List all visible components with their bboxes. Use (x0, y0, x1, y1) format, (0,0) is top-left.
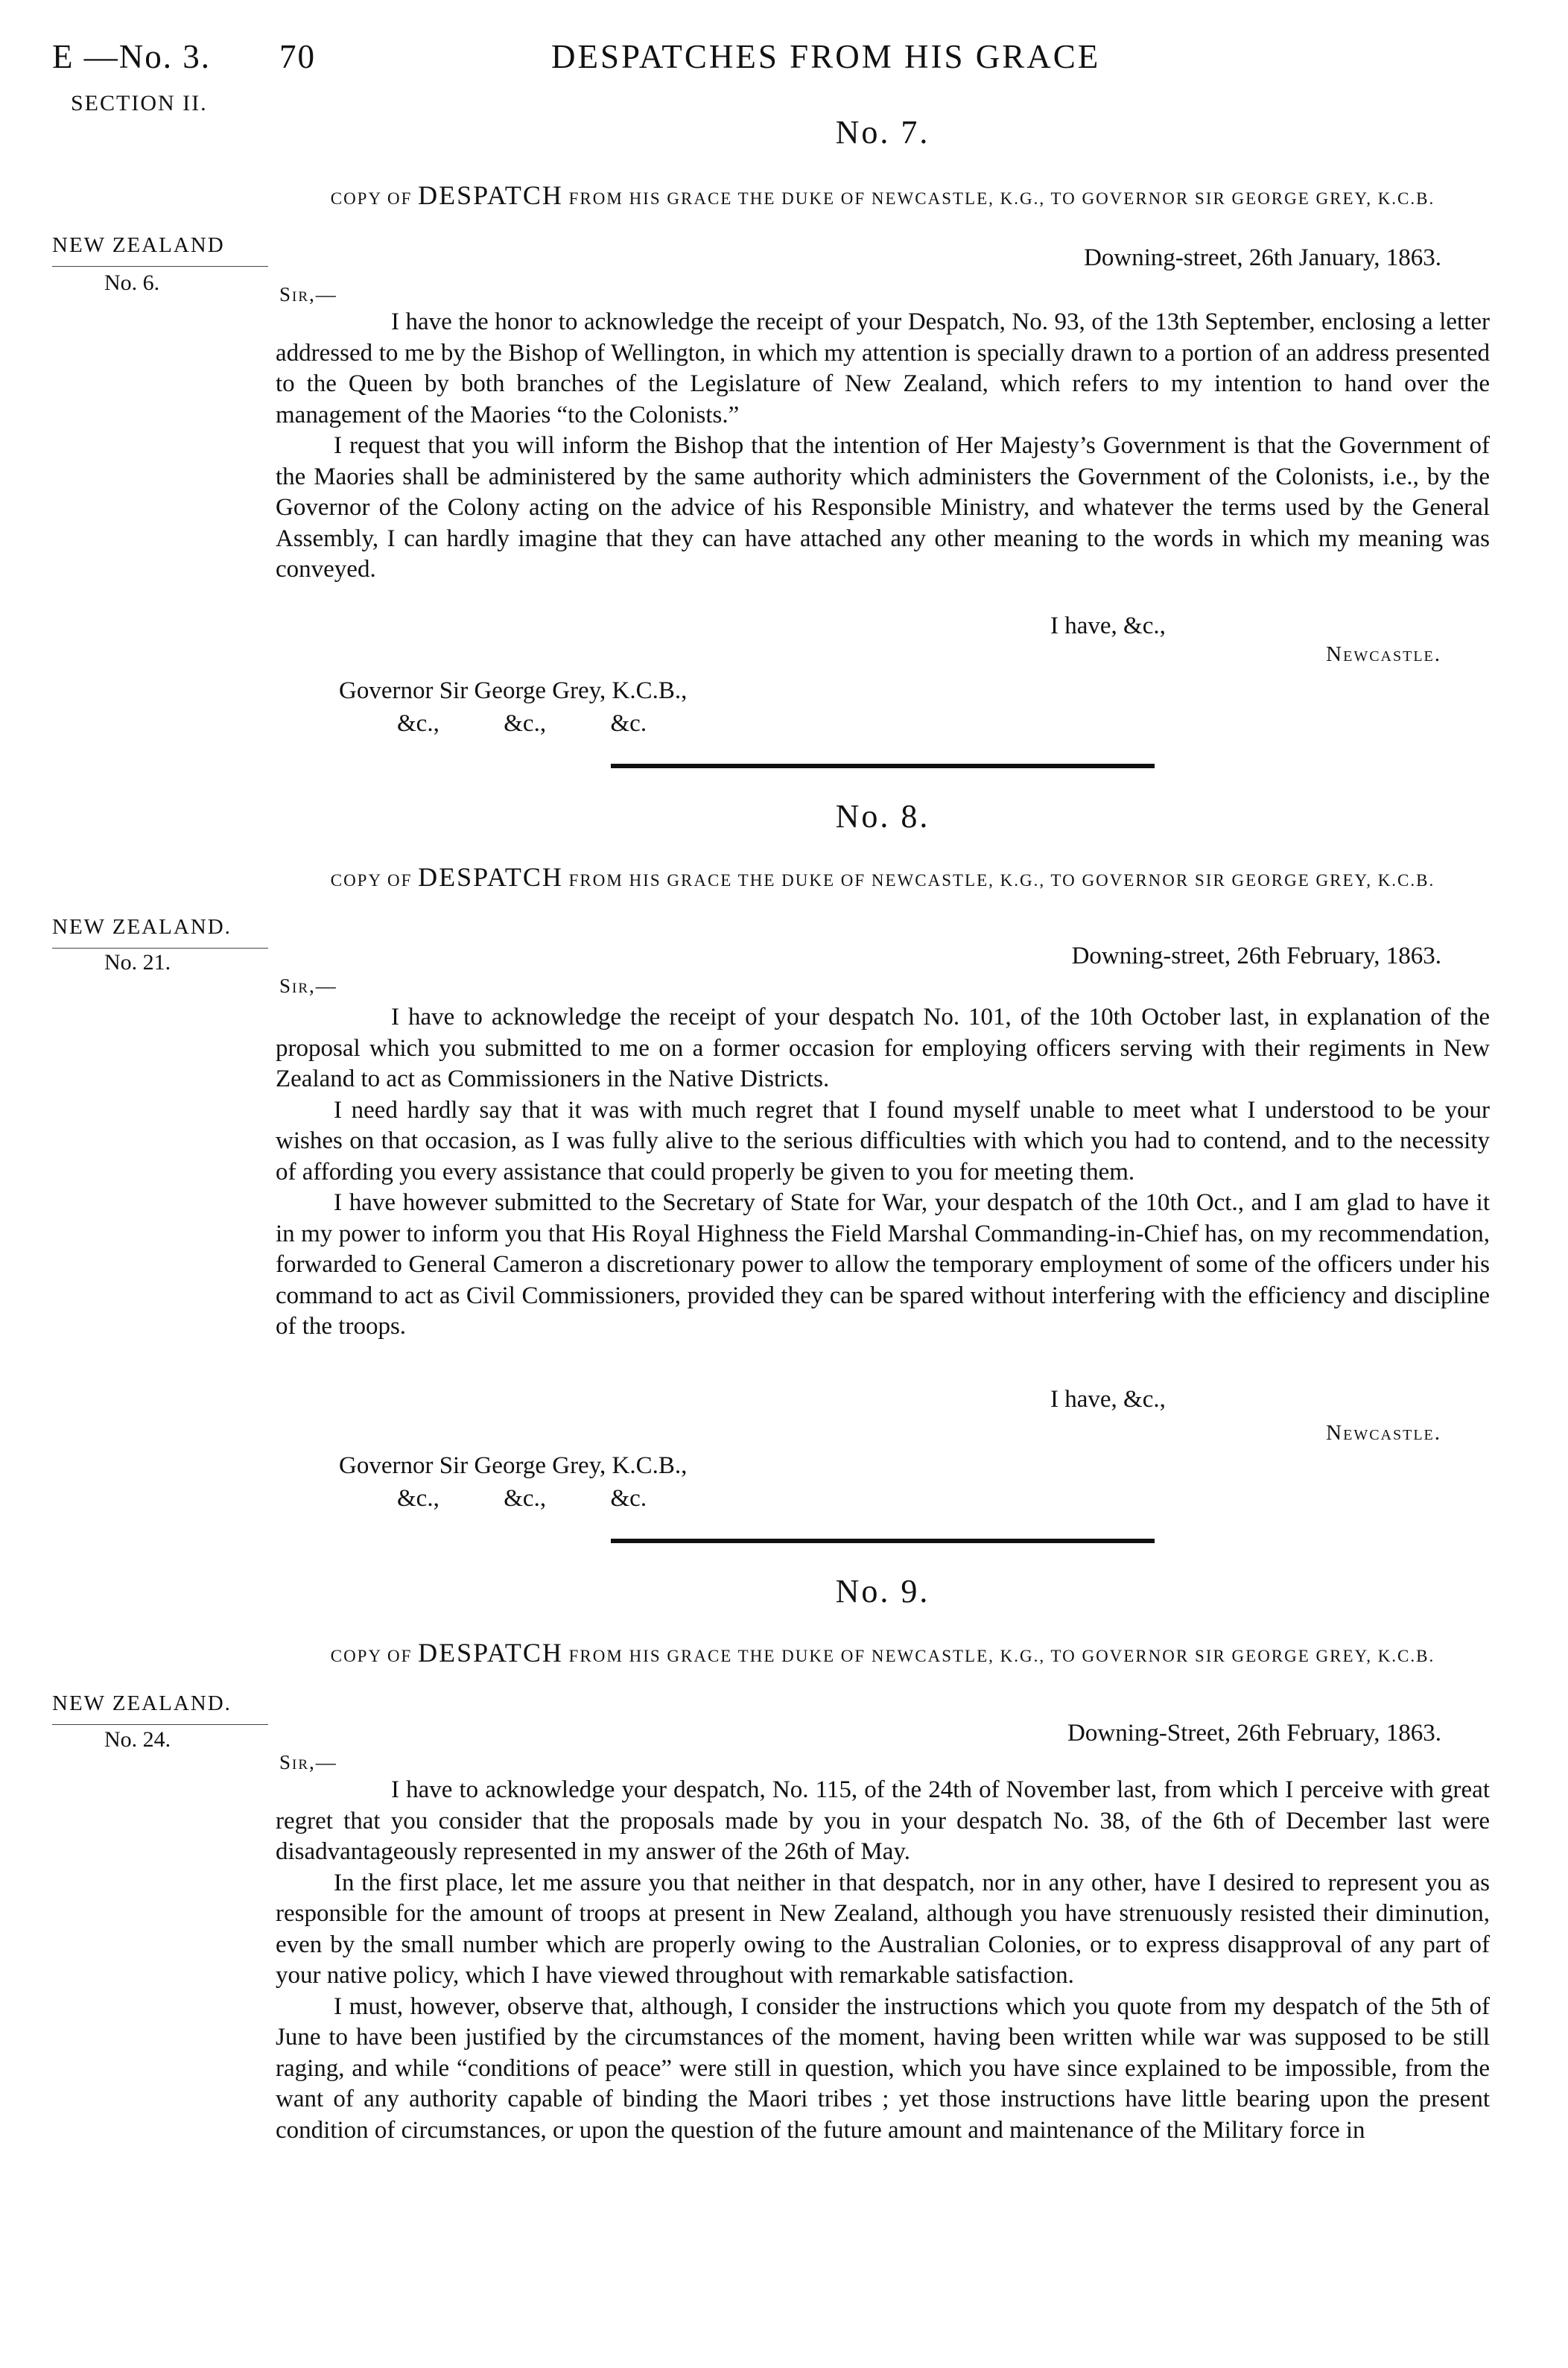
margin-number: No. 24. (104, 1727, 171, 1752)
etc-line (339, 707, 711, 740)
running-title: DESPATCHES FROM HIS GRACE (551, 38, 1101, 75)
paragraph: In the first place, let me assure you that neither in that despatch, nor in any other, have I desired to represent you as responsible for the amount of troops at present in New Zealand, although you have strenuously resisted their diminution, even by the small number which are properly owing to the Australian Colonies, or to express disapproval of any part of your native policy, which I have viewed throughout with remarkable satisfaction. (276, 1869, 1490, 1989)
salutation: Sir,— (279, 975, 337, 997)
title-prefix: COPY OF (330, 189, 413, 208)
title-rest: FROM HIS GRACE THE DUKE OF NEWCASTLE, K.G., TO GOVERNOR SIR GEORGE GREY, K.C.B. (568, 189, 1435, 208)
signature: Newcastle. (1326, 642, 1441, 666)
date-line: Downing-street, 26th January, 1863. (1084, 244, 1441, 271)
etc: &c. (610, 1485, 647, 1512)
despatch-number: No. 7. (835, 114, 930, 151)
margin-place: NEW ZEALAND. (52, 1691, 232, 1715)
section-divider (611, 764, 1155, 768)
paragraph: I have however submitted to the Secretary of State for War, your despatch of the 10th Oct., and I am glad to have it in my power to inform you that His Royal Highness the Field Marshal Commanding-in-Chief has, on my recommendation, forwarded to General Cameron a discretionary power to allow the temporary employment of some of the officers under his command to act as Civil Commissioners, provided they can be spared without interfering with the efficiency and discipline of the troops. (276, 1189, 1490, 1340)
etc: &c., (504, 710, 547, 737)
margin-rule (52, 948, 268, 949)
despatch-title (276, 1634, 1490, 1675)
paragraph: I need hardly say that it was with much regret that I found myself unable to meet what I understood to be your wishes on that occasion, as I was fully alive to the serious difficulties with which you had to contend, and to the necessity of affording you every assistance that could properly be given to you for meeting them. (276, 1096, 1490, 1185)
margin-rule (52, 1724, 268, 1725)
paragraph: I request that you will inform the Bishop that the intention of Her Majesty’s Government is that the Government of the Maories shall be administered by the same authority which administers the Government of the Colonists, i.e., by the Governor of the Colony acting on the advice of his Responsible Ministry, and whatever the terms used by the General Assembly, I can hardly imagine that they can have attached any other meaning to the words in which my meaning was conveyed. (276, 432, 1490, 583)
despatch-number: No. 8. (835, 798, 930, 835)
title-rest: FROM HIS GRACE THE DUKE OF NEWCASTLE, K.G., TO GOVERNOR SIR GEORGE GREY, K.C.B. (568, 1647, 1435, 1665)
despatch-title (276, 177, 1490, 218)
paragraph: I must, however, observe that, although, I consider the instructions which you quote from my despatch of the 5th of June to have been justified by the circumstances of the moment, having been written while war was supposed to be still raging, and while “conditions of peace” were still in question, which you have since explained to be impossible, from the want of any authority capable of binding the Maori tribes ; yet those instructions have little bearing upon the present condition of circumstances, or upon the question of the future amount and maintenance of the Military force in (276, 1992, 1490, 2144)
despatch-number: No. 9. (835, 1573, 930, 1609)
section-label: SECTION II. (71, 91, 208, 115)
signature: Newcastle. (1326, 1421, 1441, 1445)
margin-number: No. 21. (104, 950, 171, 975)
salutation: Sir,— (279, 283, 337, 306)
paragraph: I have to acknowledge your despatch, No. 115, of the 24th of November last, from which I perceive with great regret that you consider that the proposals made by you in your despatch No. 38, of the 6th of December last were disadvantageously represented in my answer of the 26th of May. (276, 1776, 1490, 1865)
title-rest: FROM HIS GRACE THE DUKE OF NEWCASTLE, K.G., TO GOVERNOR SIR GEORGE GREY, K.C.B. (568, 871, 1435, 890)
despatch-body (276, 307, 1490, 586)
salutation: Sir,— (279, 1751, 337, 1773)
paragraph: I have the honor to acknowledge the receipt of your Despatch, No. 93, of the 13th September, enclosing a letter addressed to me by the Bishop of Wellington, in which my attention is specially drawn to a portion of an address presented to the Queen by both branches of the Legislature of New Zealand, which refers to my intention to hand over the management of the Maories “to the Colonists.” (276, 308, 1490, 428)
closing: I have, &c., (1050, 1386, 1166, 1413)
addressee: Governor Sir George Grey, K.C.B., (339, 677, 688, 704)
page-number: 70 (279, 38, 316, 75)
etc-line (339, 1482, 711, 1515)
title-prefix: COPY OF (330, 871, 413, 890)
date-line: Downing-street, 26th February, 1863. (1071, 943, 1441, 969)
etc: &c., (397, 710, 439, 737)
margin-number: No. 6. (104, 270, 160, 295)
paragraph: I have to acknowledge the receipt of your despatch No. 101, of the 10th October last, in explanation of the proposal which you submitted to me on a former occasion for employing officers serving with their regiments in New Zealand to act as Commissioners in the Native Districts. (276, 1004, 1490, 1092)
title-main: DESPATCH (418, 1638, 563, 1668)
despatch-body (276, 1775, 1490, 2146)
etc: &c., (397, 1485, 439, 1512)
section-divider (611, 1539, 1155, 1543)
despatch-title (276, 858, 1490, 899)
title-main: DESPATCH (418, 180, 563, 210)
closing: I have, &c., (1050, 612, 1166, 639)
margin-place: NEW ZEALAND (52, 233, 225, 257)
margin-place: NEW ZEALAND. (52, 915, 232, 939)
date-line: Downing-Street, 26th February, 1863. (1067, 1720, 1441, 1747)
addressee-block (339, 1449, 711, 1515)
title-main: DESPATCH (418, 862, 563, 892)
title-prefix: COPY OF (330, 1647, 413, 1665)
etc: &c., (504, 1485, 547, 1512)
margin-rule (52, 266, 268, 267)
despatch-body (276, 1002, 1490, 1343)
etc: &c. (610, 710, 647, 737)
addressee: Governor Sir George Grey, K.C.B., (339, 1452, 688, 1479)
addressee-block (339, 674, 711, 740)
series-number: E —No. 3. (52, 38, 211, 75)
